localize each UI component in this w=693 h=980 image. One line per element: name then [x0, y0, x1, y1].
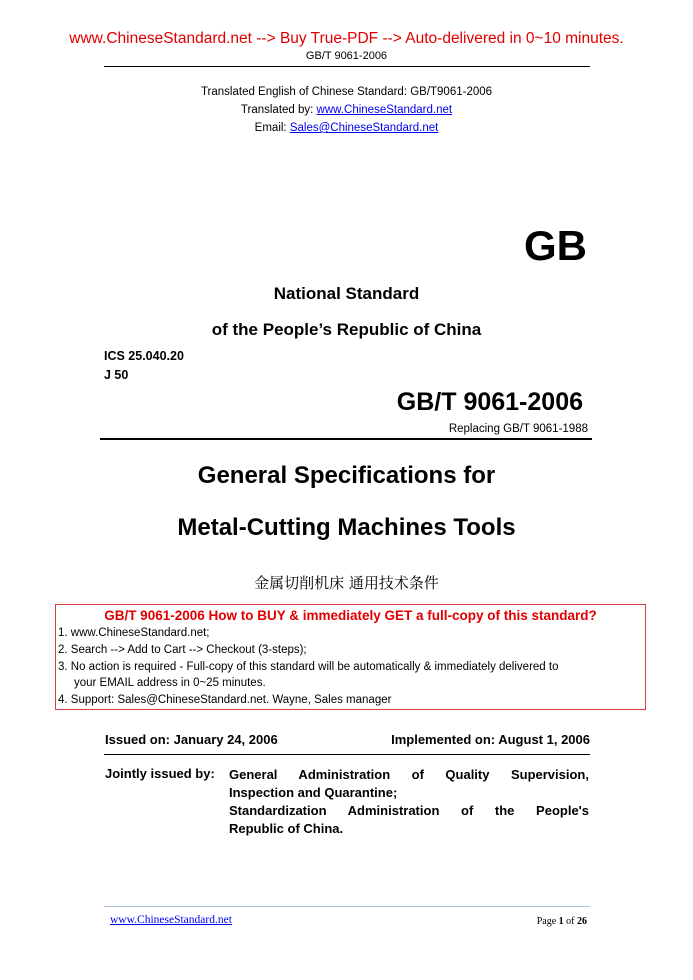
email-line	[0, 122, 693, 134]
translated-by-line	[0, 104, 693, 116]
issuer-line: Republic of China.	[229, 821, 344, 836]
issuer-line: General Administration of Quality Supervision,	[229, 767, 589, 782]
buy-info-box	[55, 604, 646, 710]
document-title-line2: Metal-Cutting Machines Tools	[177, 514, 516, 541]
translated-by-label: Translated by:	[240, 104, 317, 116]
dates-divider	[104, 754, 590, 755]
issuer-line: Inspection and Quarantine;	[229, 785, 398, 800]
header-divider	[104, 66, 590, 67]
chinese-title: 金属切削机床 通用技术条件	[254, 574, 439, 592]
national-standard-title: National Standard	[273, 284, 420, 303]
buy-step: 2. Search --> Add to Cart --> Checkout (3-steps);	[58, 644, 307, 656]
page-indicator	[537, 916, 587, 927]
standard-number: GB/T 9061-2006	[396, 388, 583, 416]
national-standard-subtitle: of the People’s Republic of China	[211, 320, 482, 339]
jointly-issued-label: Jointly issued by:	[105, 766, 215, 781]
translated-by-link[interactable]: www.ChineseStandard.net	[316, 104, 453, 116]
header-doc-id: GB/T 9061-2006	[305, 50, 388, 62]
buy-heading: GB/T 9061-2006 How to BUY & immediately GET a full-copy of this standard?	[104, 608, 597, 623]
page-number: 1	[558, 916, 564, 927]
cover-divider	[100, 438, 592, 440]
buy-step: 4. Support: Sales@ChineseStandard.net. Wayne, Sales manager	[58, 694, 392, 706]
footer-link[interactable]: www.ChineseStandard.net	[110, 914, 232, 926]
page-of: of	[563, 916, 577, 927]
buy-step: 1. www.ChineseStandard.net;	[58, 627, 210, 639]
buy-step: 3. No action is required - Full-copy of this standard will be automatically & immediately delivered to	[58, 661, 559, 673]
gb-logo: GB	[524, 222, 587, 269]
j-code: J 50	[104, 368, 129, 382]
jointly-issued-body	[229, 766, 589, 838]
buy-step: your EMAIL address in 0~25 minutes.	[58, 677, 266, 689]
implemented-date: Implemented on: August 1, 2006	[391, 732, 590, 747]
page-total: 26	[577, 916, 587, 927]
footer-divider	[104, 906, 590, 907]
page-prefix: Page	[536, 916, 559, 927]
dates-row	[105, 732, 590, 747]
email-label: Email:	[254, 122, 290, 134]
translation-line: Translated English of Chinese Standard: GB/T9061-2006	[200, 86, 493, 98]
replacing-note: Replacing GB/T 9061-1988	[448, 423, 588, 435]
email-link[interactable]: Sales@ChineseStandard.net	[289, 122, 439, 134]
ics-code: ICS 25.040.20	[104, 349, 184, 363]
top-banner[interactable]: www.ChineseStandard.net --> Buy True-PDF --> Auto-delivered in 0~10 minutes.	[69, 30, 624, 47]
issued-date: Issued on: January 24, 2006	[105, 732, 278, 747]
issuer-line: Standardization Administration of the People's	[229, 803, 589, 818]
document-title-line1: General Specifications for	[197, 462, 496, 489]
